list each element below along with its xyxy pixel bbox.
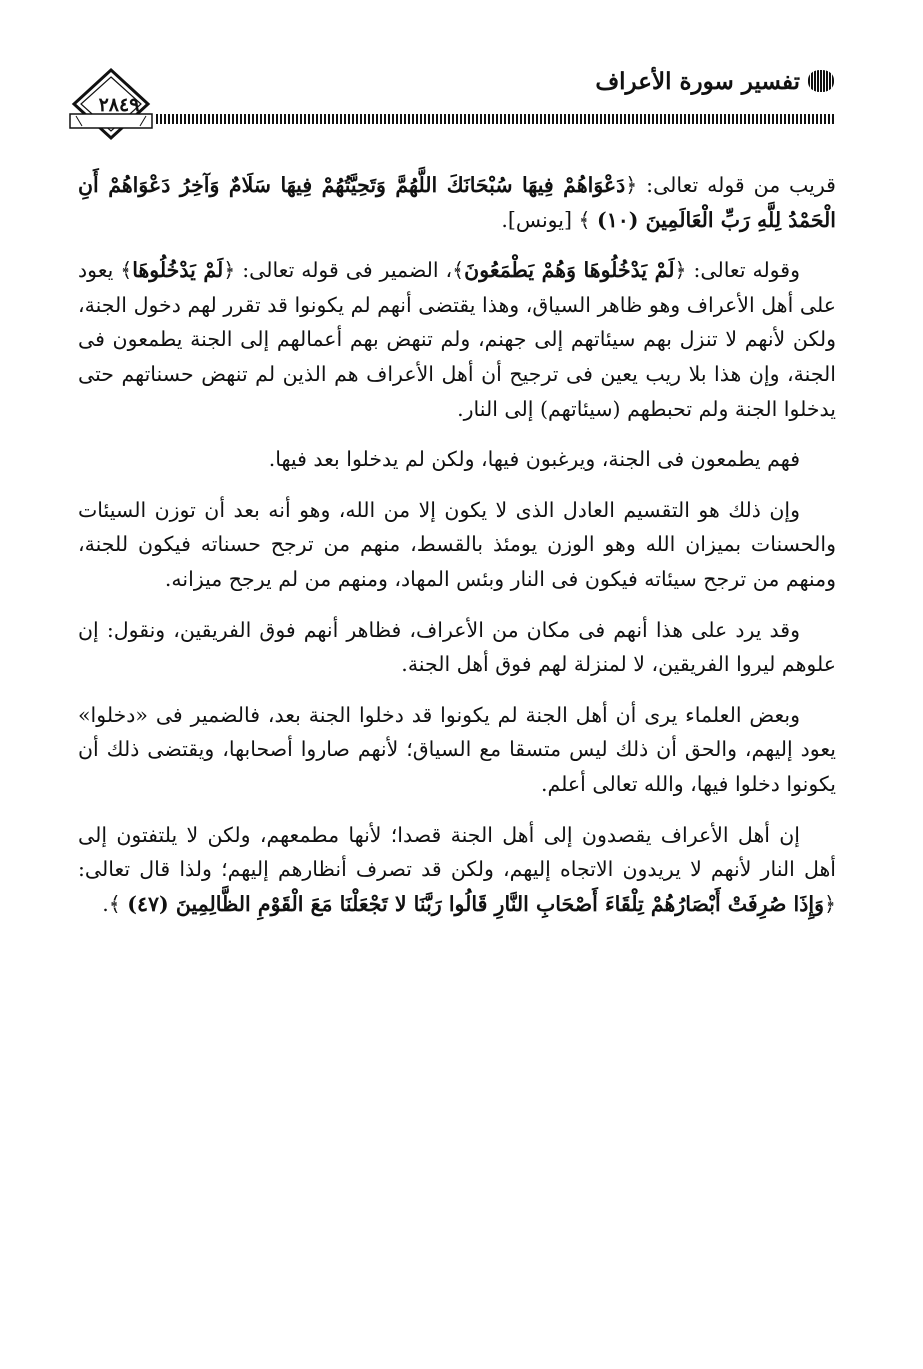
ornate-bracket: ﴿	[625, 173, 638, 197]
paragraph-text: .	[102, 891, 109, 916]
paragraph-text: إن أهل الأعراف يقصدون إلى أهل الجنة قصدا؛ لأنها مطمعهم، ولكن لا يلتفتون إلى أهل النار لأنهم لا يريدون الاتجاه إليهم، ولكن قد تصرف أنظارهم إليهم؛ ولذا قال تعالى:	[78, 822, 836, 882]
paragraph-text: [يونس].	[501, 207, 579, 232]
ornament-icon	[808, 70, 834, 92]
paragraph-text: ، الضمير فى قوله تعالى:	[235, 258, 453, 283]
ornate-bracket: ﴿	[674, 258, 687, 283]
ornate-bracket: ﴾	[452, 258, 465, 283]
paragraph	[78, 168, 836, 237]
quran-verse: دَعْوَاهُمْ فِيهَا سُبْحَانَكَ اللَّهُمَّ وَتَحِيَّتُهُمْ فِيهَا سَلَامٌ وَآخِرُ دَعْوَاهُمْ أَنِ الْحَمْدُ لِلَّهِ رَبِّ الْعَالَمِينَ (١٠)	[78, 173, 836, 232]
quran-verse: وَإِذَا صُرِفَتْ أَبْصَارُهُمْ تِلْقَاءَ أَصْحَابِ النَّارِ قَالُوا رَبَّنَا لا تَجْعَلْنَا مَعَ الْقَوْمِ الظَّالِمِينَ (٤٧)	[127, 891, 824, 916]
page-header	[60, 56, 850, 146]
paragraph-text: وقوله تعالى:	[686, 258, 800, 283]
paragraph	[78, 493, 836, 597]
paragraph	[78, 253, 836, 426]
ornate-bracket: ﴿	[223, 258, 236, 283]
ornate-bracket: ﴾	[578, 207, 598, 232]
paragraph-text: وقد يرد على هذا أنهم فى مكان من الأعراف، فظاهر أنهم فوق الفريقين، ونقول: إن علوهم ليروا الفريقين، لا لمنزلة لهم فوق أهل الجنة.	[78, 617, 836, 677]
ornate-bracket: ﴾	[108, 891, 128, 916]
paragraph-text: قريب من قوله تعالى:	[637, 173, 836, 197]
header-rule	[156, 114, 836, 124]
ornate-bracket: ﴾	[120, 258, 133, 283]
paragraph	[78, 818, 836, 922]
paragraph	[78, 613, 836, 682]
ornate-bracket: ﴿	[823, 891, 836, 916]
paragraph-text: وإن ذلك هو التقسيم العادل الذى لا يكون إلا من الله، وهو أنه بعد أن توزن السيئات والحسنات بميزان الله وهو الوزن يومئذ بالقسط، منهم من ترجح حسناته فيكون للجنة، ومنهم من ترجح سيئاته فيكون فى النار وبئس المهاد، ومنهم من لم يرجح ميزانه.	[78, 497, 836, 591]
quran-verse: لَمْ يَدْخُلُوهَا وَهُمْ يَطْمَعُونَ	[464, 258, 675, 283]
quran-verse: لَمْ يَدْخُلُوهَا	[132, 258, 224, 283]
paragraph-text: فهم يطمعون فى الجنة، ويرغبون فيها، ولكن لم يدخلوا بعد فيها.	[268, 447, 800, 472]
page-number: ٢٨٤٩	[98, 94, 140, 116]
paragraph	[78, 698, 836, 802]
body-text	[78, 168, 836, 937]
running-title: تفسير سورة الأعراف	[595, 68, 800, 95]
paragraph-text: يعود على أهل الأعراف وهو ظاهر السياق، وهذا يقتضى أنهم لم يكونوا قد تقرر لهم دخول الجنة، ولكن لأنهم لا تنزل بهم سيئاتهم إلى جهنم، ولم تنهض بهم أعمالهم إلى الجنة يطمعون فى الجنة، وإن هذا بلا ريب يعين فى ترجيح أن أهل الأعراف هم الذين لم تنهض حسناتهم حتى يدخلوا الجنة ولم تحبطهم (سيئاتهم) إلى النار.	[78, 258, 836, 421]
paragraph	[78, 442, 836, 477]
paragraph-text: وبعض العلماء يرى أن أهل الجنة لم يكونوا قد دخلوا الجنة بعد، فالضمير فى «دخلوا» يعود إليهم، والحق أن ذلك ليس متسقا مع السياق؛ لأنهم صاروا أصحابها، ويقتضى ذلك أن يكونوا دخلوا فيها، والله تعالى أعلم.	[78, 702, 836, 796]
page-number-badge	[68, 66, 154, 144]
